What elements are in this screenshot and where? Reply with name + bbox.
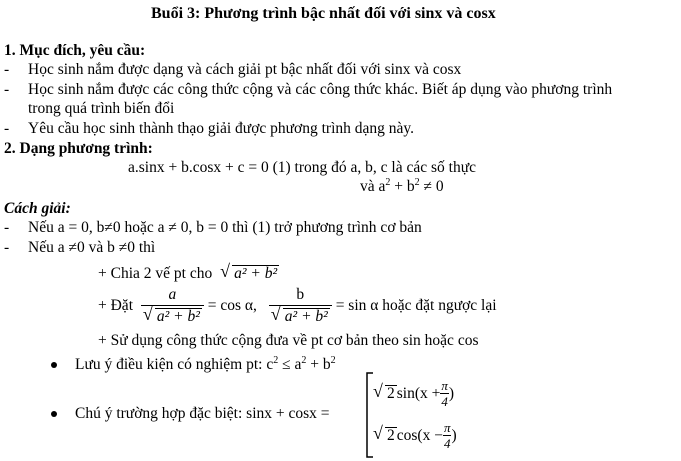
equation-main: a.sinx + b.cosx + c = 0 (1) trong đó a, b, c là các số thực [128,159,476,176]
solution-heading: Cách giải: [4,200,71,217]
case-cos: √ 2 cos(x − $\frac{\pi}{4}$ ) [373,420,457,451]
section1-item-3: Yêu cầu học sinh thành thạo giải được phương trình dạng này. [28,120,415,137]
section1-item-2: Học sinh nắm được các công thức cộng và các công thức khác. Biết áp dụng vào phương trình [28,81,613,98]
section1-item-2-cont: trong quá trình biến đổi [28,100,175,117]
step-1: + Chia 2 vế pt cho √ a² + b² [98,261,278,282]
note-2: Chú ý trường hợp đặc biệt: sinx + cosx = [75,405,330,422]
solution-case-2: Nếu a ≠0 và b ≠0 thì [28,239,156,256]
page-title: Buổi 3: Phương trình bậc nhất đối với sinx và cosx [151,5,496,22]
section2-heading: 2. Dạng phương trình: [4,140,153,157]
list-item: - [4,61,10,78]
list-item: - [4,219,10,236]
step-3: + Sử dụng công thức cộng đưa về pt cơ bản theo sin hoặc cos [98,332,479,349]
equation-condition: và $a^2 + b^2 \ne 0$ [360,177,444,195]
note-1: Lưu ý điều kiện có nghiệm pt: $c^2 \le a^2 + b^2$ [75,355,336,373]
case-sin: √ 2 sin(x + $\frac{\pi}{4}$ ) [373,378,455,409]
solution-case-1: Nếu a = 0, b≠0 hoặc a ≠ 0, b = 0 thì (1) trở phương trình cơ bản [28,219,422,236]
step-2: + Đặt a √ a² + b² = cos α, b √ a² + b² = sin α hoặc đặt ngược lại [98,286,497,325]
list-item: - [4,239,10,256]
bullet-icon [51,362,57,368]
list-item: - [4,120,10,137]
list-item: - [4,81,10,98]
section1-heading: 1. Mục đích, yêu cầu: [4,42,146,59]
bullet-icon [51,411,57,417]
section1-item-1: Học sinh nắm được dạng và cách giải pt bậc nhất đối với sinx và cosx [28,61,462,78]
